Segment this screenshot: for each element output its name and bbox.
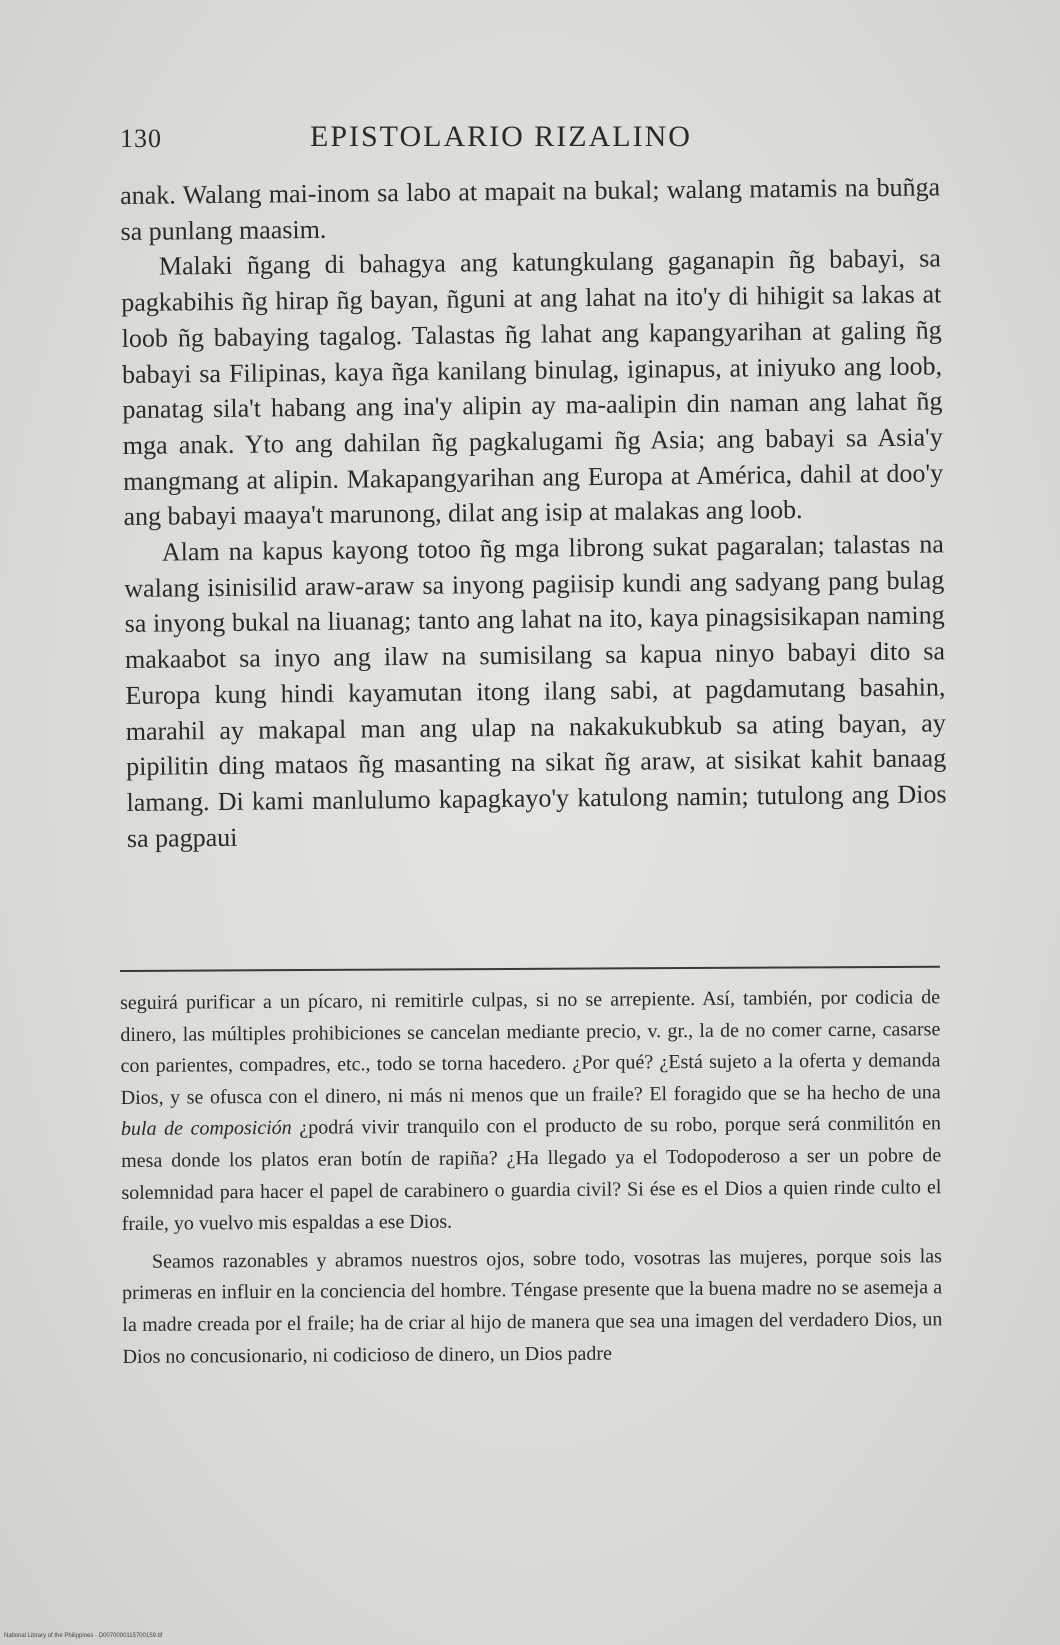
paragraph: anak. Walang mai-inom sa labo at mapait na bukal; walang matamis na buñga sa punlang maasim. (120, 172, 941, 246)
main-text (120, 169, 947, 856)
scan-catalog-footer: National Library of the Philippines · D0070000115700159.tif (4, 1633, 163, 1639)
footnote-text-segment: ¿podrá vivir tranquilo con el producto de su robo, porque será conmilitón en mesa donde los platos eran botín de rapiña? ¿Ha llegado ya el Todopoderoso a ser un pobre de solemnidad para hacer el papel de carabinero o guardia civil? Si ése es el Dios a quien rinde culto el fraile, yo vuelvo mis espaldas a ese Dios. (121, 1112, 942, 1236)
footnote-paragraph (120, 982, 942, 1240)
footnote-text-segment: seguirá purificar a un pícaro, ni remitirle culpas, si no se arrepiente. Así, también, por codicia de dinero, las múltiples prohibiciones se cancelan mediante precio, v. gr., la de no comer carne, casarse con parientes, compadres, etc., todo se torna hacedero. ¿Por qué? ¿Está sujeto a la oferta y demanda Dios, y se ofusca con el dinero, ni más ni menos que un fraile? El foragido que se ha hecho de una (120, 986, 941, 1109)
footnote-italic-term: bula de composición (120, 1117, 292, 1141)
running-title: EPISTOLARIO RIZALINO (310, 120, 692, 153)
footnote (120, 982, 943, 1373)
paragraph: Malaki ñgang di bahagya ang katungkulang gaganapin ñg babayi, sa pagkabihis ñg hirap ñg bayan, ñguni at ang lahat na ito'y di hihigit sa lakas at loob ñg babaying tagalog. Talastas ñg lahat ang kapangyarihan at galing ñg babayi sa Filipinas, kaya ñga kanilang binulag, iginapus, at iniyuko ang loob, panatag sila't habang ang ina'y alipin ay ma-aalipin din naman ang lahat ñg mga anak. Yto ang dahilan ñg pagkalugami ñg Asia; ang babayi sa Asia'y mangmang at alipin. Makapangyarihan ang Europa at América, dahil at doo'y ang babayi maaya't marunong, dilat ang isip at malakas ang loob. (121, 243, 944, 532)
paragraph: Alam na kapus kayong totoo ñg mga librong sukat pagaralan; talastas na walang isinisilid araw-araw sa inyong pagiisip kundi ang sadyang pang bulag sa inyong bukal na liuanag; tanto ang lahat na ito, kaya pinagsisikapan naming makaabot sa inyo ang ilaw na sumisilang sa kapua ninyo babayi dito sa Europa kung hindi kayamutan itong ilang sabi, at pagdamutang basahin, marahil ay makapal man ang ulap na nakakukubkub sa ating bayan, ay pipilitin ding mataos ñg masanting na sikat ñg araw, at sisikat kahit banaag lamang. Di kami manlulumo kapagkayo'y katulong namin; tutulong ang Dios sa pagpaui (124, 529, 947, 853)
page-number: 130 (120, 124, 162, 153)
page-header (120, 120, 940, 160)
footnote-paragraph: Seamos razonables y abramos nuestros ojos, sobre todo, vosotras las mujeres, porque sois las primeras en influir en la conciencia del hombre. Téngase presente que la buena madre no se asemeja a la madre creada por el fraile; ha de criar al hijo de manera que sea una imagen del verdadero Dios, un Dios no concusionario, ni codicioso de dinero, un Dios padre (122, 1245, 943, 1368)
